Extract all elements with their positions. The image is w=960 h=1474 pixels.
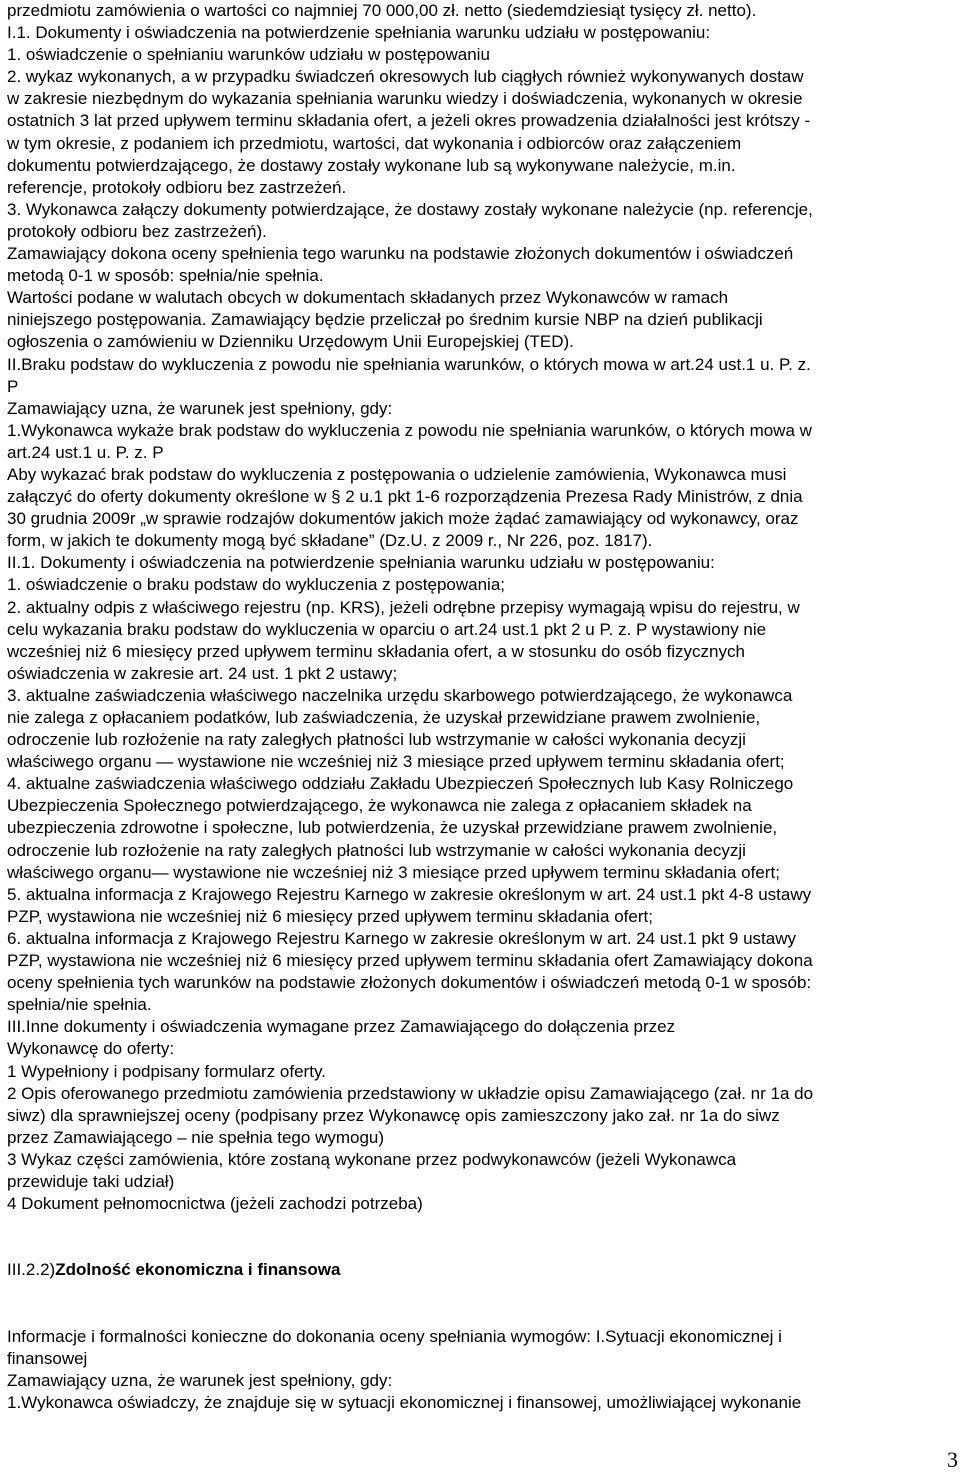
text-line: 1.Wykonawca oświadczy, że znajduje się w sytuacji ekonomicznej i finansowej, umożliwiającej wykonanie: [7, 1392, 802, 1412]
text-line: Zamawiający uzna, że warunek jest spełniony, gdy:: [7, 398, 393, 418]
text-line: celu wykazania braku podstaw do wykluczenia w oparciu o art.24 ust.1 pkt 2 u P. z. P wystawiony nie: [7, 619, 767, 639]
text-line: finansowej: [7, 1348, 88, 1368]
text-line: oceny spełnienia tych warunków na podstawie złożonych dokumentów i oświadczeń metodą 0-1 w sposób:: [7, 973, 812, 993]
text-line: 1. oświadczenie o spełnianiu warunków udziału w postępowaniu: [7, 45, 490, 65]
text-line: wcześniej niż 6 miesięcy przed upływem terminu składania ofert, a w stosunku do osób fizycznych: [7, 641, 745, 661]
text-line: 6. aktualna informacja z Krajowego Rejestru Karnego w zakresie określonym w art. 24 ust.1 pkt 9 ustawy: [7, 928, 796, 948]
text-line: 4 Dokument pełnomocnictwa (jeżeli zachodzi potrzeba): [7, 1194, 423, 1214]
text-line: ostatnich 3 lat przed upływem terminu składania ofert, a jeżeli okres prowadzenia działalności jest krótszy -: [7, 111, 811, 131]
text-line: 5. aktualna informacja z Krajowego Rejestru Karnego w zakresie określonym w art. 24 ust.1 pkt 4-8 ustawy: [7, 884, 812, 904]
text-line: Ubezpieczenia Społecznego potwierdzającego, że wykonawca nie zalega z opłacaniem składek na: [7, 796, 752, 816]
text-line: dokumentu potwierdzającego, że dostawy zostały wykonane lub są wykonywane należycie, m.in.: [7, 155, 736, 175]
text-line: ogłoszenia o zamówieniu w Dzienniku Urzędowym Unii Europejskiej (TED).: [7, 332, 574, 352]
text-line: w zakresie niezbędnym do wykazania spełniania warunku wiedzy i doświadczenia, wykonanych w okresie: [7, 89, 803, 109]
text-line: nie zalega z opłacaniem podatków, lub zaświadczenia, że uzyskał przewidziane prawem zwolnienie,: [7, 708, 761, 727]
text-line: 1. oświadczenie o braku podstaw do wykluczenia z postępowania;: [7, 575, 506, 595]
text-line: 2. wykaz wykonanych, a w przypadku świadczeń okresowych lub ciągłych również wykonywanych dostaw: [7, 67, 804, 87]
page-number: 3: [947, 1447, 958, 1472]
text-line: III.Inne dokumenty i oświadczenia wymagane przez Zamawiającego do dołączenia przez: [7, 1017, 676, 1037]
text-line: P: [7, 376, 19, 396]
text-line: Wartości podane w walutach obcych w dokumentach składanych przez Wykonawców w ramach: [7, 288, 729, 308]
text-line: metodą 0-1 w sposób: spełnia/nie spełnia.: [7, 266, 324, 286]
text-line: 3 Wykaz części zamówienia, które zostaną wykonane przez podwykonawców (jeżeli Wykonawca: [7, 1149, 737, 1169]
text-line: II.1. Dokumenty i oświadczenia na potwierdzenie spełniania warunku udziału w postępowaniu:: [7, 553, 715, 573]
text-line: 1 Wypełniony i podpisany formularz oferty.: [7, 1061, 326, 1081]
document-tail: [7, 1326, 957, 1414]
text-line: spełnia/nie spełnia.: [7, 995, 152, 1015]
section-heading: [7, 1215, 957, 1325]
text-line: właściwego organu— wystawione nie wcześniej niż 3 miesiące przed upływem terminu składania ofert;: [7, 862, 780, 882]
section-heading-number: III.2.2): [7, 1260, 56, 1280]
text-line: w tym okresie, z podaniem ich przedmiotu, wartości, dat wykonania i odbiorców oraz załączeniem: [7, 133, 742, 153]
text-line: I.1. Dokumenty i oświadczenia na potwierdzenie spełniania warunku udziału w postępowaniu:: [7, 23, 711, 43]
text-line: 2 Opis oferowanego przedmiotu zamówienia przedstawiony w układzie opisu Zamawiającego (zał. nr 1a do: [7, 1083, 814, 1103]
text-line: Zamawiający uzna, że warunek jest spełniony, gdy:: [7, 1370, 393, 1390]
text-line: PZP, wystawiona nie wcześniej niż 6 miesięcy przed upływem terminu składania ofert Zamawiający dokona: [7, 951, 813, 971]
text-line: ubezpieczenia zdrowotne i społeczne, lub potwierdzenia, że uzyskał przewidziane prawem zwolnienie,: [7, 818, 778, 838]
text-line: art.24 ust.1 u. P. z. P: [7, 442, 164, 462]
text-line: przewiduje taki udział): [7, 1171, 175, 1191]
text-line: 3. aktualne zaświadczenia właściwego naczelnika urzędu skarbowego potwierdzającego, że wykonawca: [7, 685, 793, 705]
text-line: Wykonawcę do oferty:: [7, 1039, 175, 1059]
text-line: załączyć do oferty dokumenty określone w § 2 u.1 pkt 1-6 rozporządzenia Prezesa Rady Ministrów, z dnia: [7, 487, 803, 507]
text-line: Aby wykazać brak podstaw do wykluczenia z postępowania o udzielenie zamówienia, Wykonawca musi: [7, 464, 787, 484]
text-line: referencje, protokoły odbioru bez zastrzeżeń.: [7, 177, 347, 197]
text-line: 4. aktualne zaświadczenia właściwego oddziału Zakładu Ubezpieczeń Społecznych lub Kasy Rolniczego: [7, 774, 794, 794]
text-line: przedmiotu zamówienia o wartości co najmniej 70 000,00 zł. netto (siedemdziesiąt tysięcy zł. netto).: [7, 1, 757, 20]
text-line: 30 grudnia 2009r „w sprawie rodzajów dokumentów jakich może żądać zamawiający od wykonawcy, oraz: [7, 509, 799, 529]
document-page: [7, 0, 957, 1414]
text-line: 3. Wykonawca załączy dokumenty potwierdzające, że dostawy zostały wykonane należycie (np. referencje,: [7, 199, 813, 219]
text-line: siwz) dla sprawniejszej oceny (podpisany przez Wykonawcę opis zamieszczony jako zał. nr 1a do siwz: [7, 1105, 780, 1125]
text-line: protokoły odbioru bez zastrzeżeń).: [7, 221, 267, 241]
text-line: odroczenie lub rozłożenie na raty zaległych płatności lub wstrzymanie w całości wykonania decyzji: [7, 730, 746, 750]
document-body: [7, 0, 957, 1215]
text-line: 1.Wykonawca wykaże brak podstaw do wykluczenia z powodu nie spełniania warunków, o których mowa w: [7, 420, 812, 440]
text-line: form, w jakich te dokumenty mogą być składane” (Dz.U. z 2009 r., Nr 226, poz. 1817).: [7, 531, 653, 551]
text-line: oświadczenia w zakresie art. 24 ust. 1 pkt 2 ustawy;: [7, 663, 398, 683]
text-line: PZP, wystawiona nie wcześniej niż 6 miesięcy przed upływem terminu składania ofert;: [7, 906, 653, 926]
text-line: niniejszego postępowania. Zamawiający będzie przeliczał po średnim kursie NBP na dzień publikacji: [7, 310, 763, 330]
section-heading-title: Zdolność ekonomiczna i finansowa: [55, 1260, 341, 1280]
text-line: właściwego organu — wystawione nie wcześniej niż 3 miesiące przed upływem terminu składania ofert;: [7, 752, 785, 772]
text-line: Zamawiający dokona oceny spełnienia tego warunku na podstawie złożonych dokumentów i oświadczeń: [7, 244, 794, 264]
text-line: przez Zamawiającego – nie spełnia tego wymogu): [7, 1127, 385, 1147]
text-line: 2. aktualny odpis z właściwego rejestru (np. KRS), jeżeli odrębne przepisy wymagają wpisu do rejestru, w: [7, 597, 800, 617]
text-line: Informacje i formalności konieczne do dokonania oceny spełniania wymogów: I.Sytuacji ekonomicznej i: [7, 1326, 782, 1346]
text-line: II.Braku podstaw do wykluczenia z powodu nie spełniania warunków, o których mowa w art.24 ust.1 u. P. z.: [7, 354, 811, 374]
text-line: odroczenie lub rozłożenie na raty zaległych płatności lub wstrzymanie w całości wykonania decyzji: [7, 840, 746, 860]
